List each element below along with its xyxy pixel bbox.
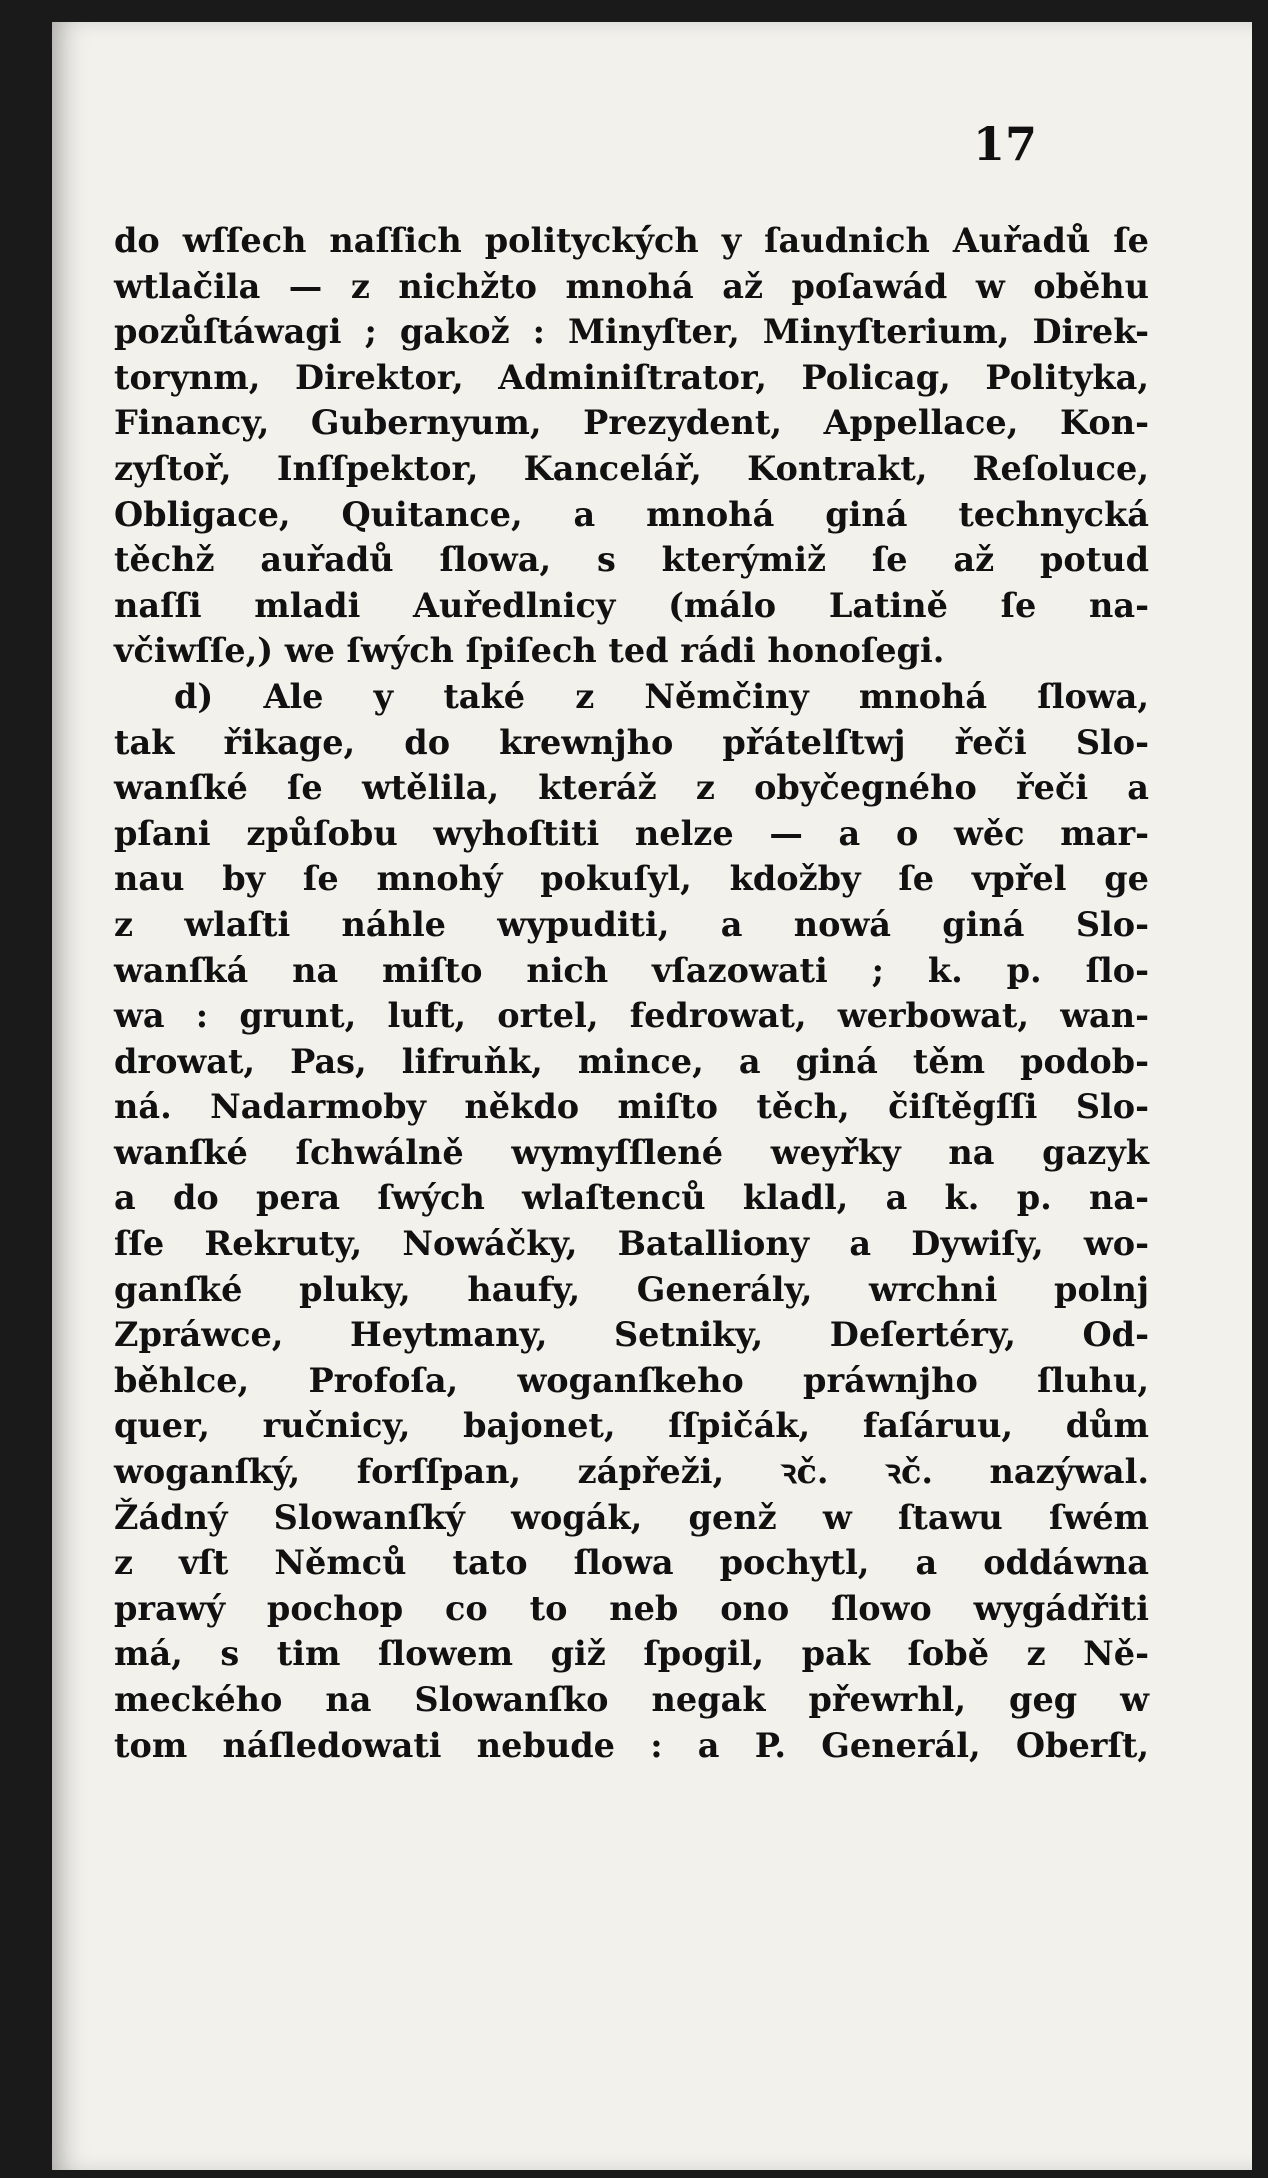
text-line: tak řikage, do krewnjho přátelſtwj řeči Slo- [114,722,1149,762]
text-line: těchž auřadů ſlowa, s kterýmiž ſe až potud [114,540,1149,580]
text-line: ſſe Rekruty, Nowáčky, Batalliony a Dywiſy, wo- [114,1224,1149,1264]
text-line: z wlaſti náhle wypuditi, a nowá giná Slo- [114,904,1149,944]
text-line: wanſké ſchwálně wymyſſlené weyřky na gazyk [114,1132,1149,1172]
text-line: do wſſech naſſich politycký́ch y ſaudnich Auřadů ſe [114,221,1149,260]
text-line: naſſi mladi Auředlnicy (málo Latině ſe na- [114,585,1149,625]
text-line: tom náſledowati nebude : a P. Generál, Oberſt, [114,1725,1149,1765]
text-line: nau by ſe mnohý pokuſyl, kdožby ſe vpřel ge [114,859,1149,899]
page-number: 17 [972,117,1037,171]
book-page [52,22,1252,2170]
text-line: d) Ale y také z Němčiny mnohá ſlowa, [174,676,1149,716]
text-line: má, s tim ſlowem giž ſpogil, pak ſobě z Ně- [114,1634,1149,1674]
text-line: meckého na Slowanſko negak přewrhl, geg w [114,1680,1149,1719]
text-line: wa : grunt, luft, ortel, fedrowat, werbowat, wan- [114,996,1149,1036]
text-line: woganſký, forſſpan, zápřeži, ꝛč. ꝛč. nazýwal. [114,1452,1149,1492]
text-line: běhlce, Profoſa, woganſkeho práwnjho ſluhu, [114,1360,1149,1400]
text-line: z vſt Němců tato ſlowa pochytl, a oddáwna [114,1543,1149,1583]
text-line: prawý pochop co to neb ono ſlowo wygádřiti [114,1588,1149,1628]
text-line: pozůſtáwagi ; gakož : Minyſter, Minyſterium, Direk- [114,312,1149,352]
body-text [114,218,1149,1768]
text-line: wanſké ſe wtělila, kteráž z obyčegného řeči a [114,768,1149,808]
text-line: drowat, Pas, lifruňk, mince, a giná těm podob- [114,1041,1149,1081]
text-line: zyſtoř, Inſſpektor, Kancelář, Kontrakt, Reſoluce, [114,448,1149,488]
text-line: wanſká na miſto nich vſazowati ; k. p. ſlo- [114,950,1149,990]
text-line: ná. Nadarmoby někdo miſto těch, čiſtěgſſi Slo- [114,1087,1149,1127]
text-line: Zpráwce, Heytmany, Setniky, Deſertéry, Od- [114,1315,1149,1355]
text-line: Žádný Slowanſký wogák, genž w ſtawu ſwém [114,1497,1149,1537]
text-line: včiwſſe,) we ſwých ſpiſech ted rádi honoſegi. [114,631,945,671]
text-line: Obligace, Quitance, a mnohá giná technycká [114,494,1149,534]
text-line: a do pera ſwých wlaſtenců kladl, a k. p. na- [114,1178,1149,1218]
text-line: quer, ručnicy, bajonet, ſſpičák, faſáruu, dům [114,1406,1149,1446]
text-line: pſani způſobu wyhoſtiti nelze — a o wěc mar- [114,813,1149,853]
text-line: Financy, Gubernyum, Prezydent, Appellace, Kon- [114,403,1149,443]
text-line: torynm, Direktor, Adminiſtrator, Policag, Polityka, [114,357,1149,397]
text-line: ganſké pluky, haufy, Generály, wrchni polnj [114,1269,1149,1309]
text-line: wtlačila — z nichžto mnohá až poſawád w oběhu [114,266,1149,306]
